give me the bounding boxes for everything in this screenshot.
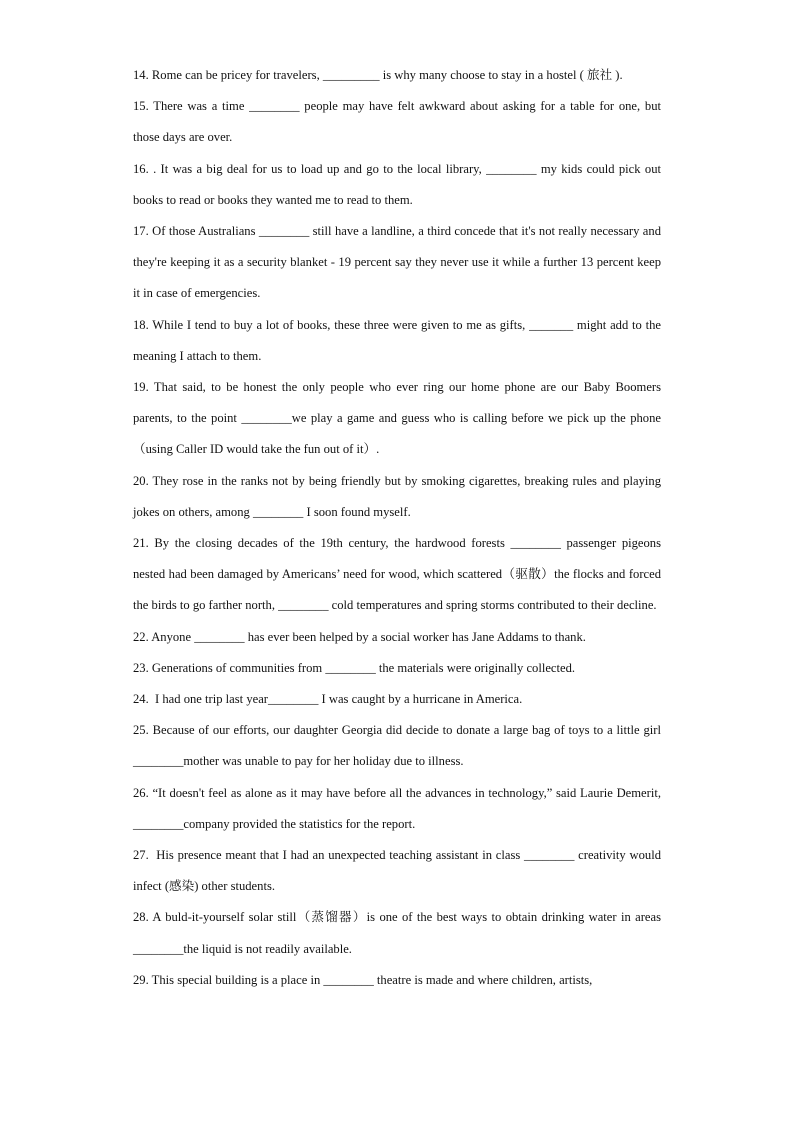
question-21: 21. By the closing decades of the 19th century, the hardwood forests ________ passenger pigeons nested had been damaged by Americans’ need for wood, which scattered（驱散）the flocks and forced the birds to go farther north, ________ cold temperatures and spring storms contributed to their decline. [133,536,665,613]
worksheet-page [133,60,665,996]
question-22: 22. Anyone ________ has ever been helped by a social worker has Jane Addams to thank. [133,629,586,644]
question-18: 18. While I tend to buy a lot of books, these three were given to me as gifts, _______ might add to the meaning I attach to them. [133,317,665,363]
question-20: 20. They rose in the ranks not by being friendly but by smoking cigarettes, breaking rules and playing jokes on others, among ________ I soon found myself. [133,473,665,519]
question-24: 24. I had one trip last year________ I was caught by a hurricane in America. [133,692,523,707]
question-28: 28. A buld-it-yourself solar still（蒸馏器）is one of the best ways to obtain drinking water in areas ________the liquid is not readily available. [133,910,665,956]
question-25: 25. Because of our efforts, our daughter Georgia did decide to donate a large bag of toys to a little girl ________mother was unable to pay for her holiday due to illness. [133,723,665,769]
question-16: 16. . It was a big deal for us to load up and go to the local library, ________ my kids could pick out books to read or books they wanted me to read to them. [133,161,665,207]
question-14: 14. Rome can be pricey for travelers, _________ is why many choose to stay in a hostel ( 旅社 ). [133,68,623,82]
question-29: 29. This special building is a place in ________ theatre is made and where children, artists, [133,972,593,987]
question-17: 17. Of those Australians ________ still have a landline, a third concede that it's not really necessary and they're keeping it as a security blanket - 19 percent say they never use it while a further 13 percent keep it in case of emergencies. [133,224,665,301]
question-27: 27. His presence meant that I had an unexpected teaching assistant in class ________ creativity would infect (感染) other students. [133,848,665,894]
question-23: 23. Generations of communities from ________ the materials were originally collected. [133,660,576,675]
question-26: 26. “It doesn't feel as alone as it may have before all the advances in technology,” said Laurie Demerit, ________company provided the statistics for the report. [133,785,665,831]
question-15: 15. There was a time ________ people may have felt awkward about asking for a table for one, but those days are over. [133,99,665,145]
question-19: 19. That said, to be honest the only people who ever ring our home phone are our Baby Boomers parents, to the point ________we play a game and guess who is calling before we pick up the phone （using Caller ID would take the fun out of it）. [133,380,665,457]
